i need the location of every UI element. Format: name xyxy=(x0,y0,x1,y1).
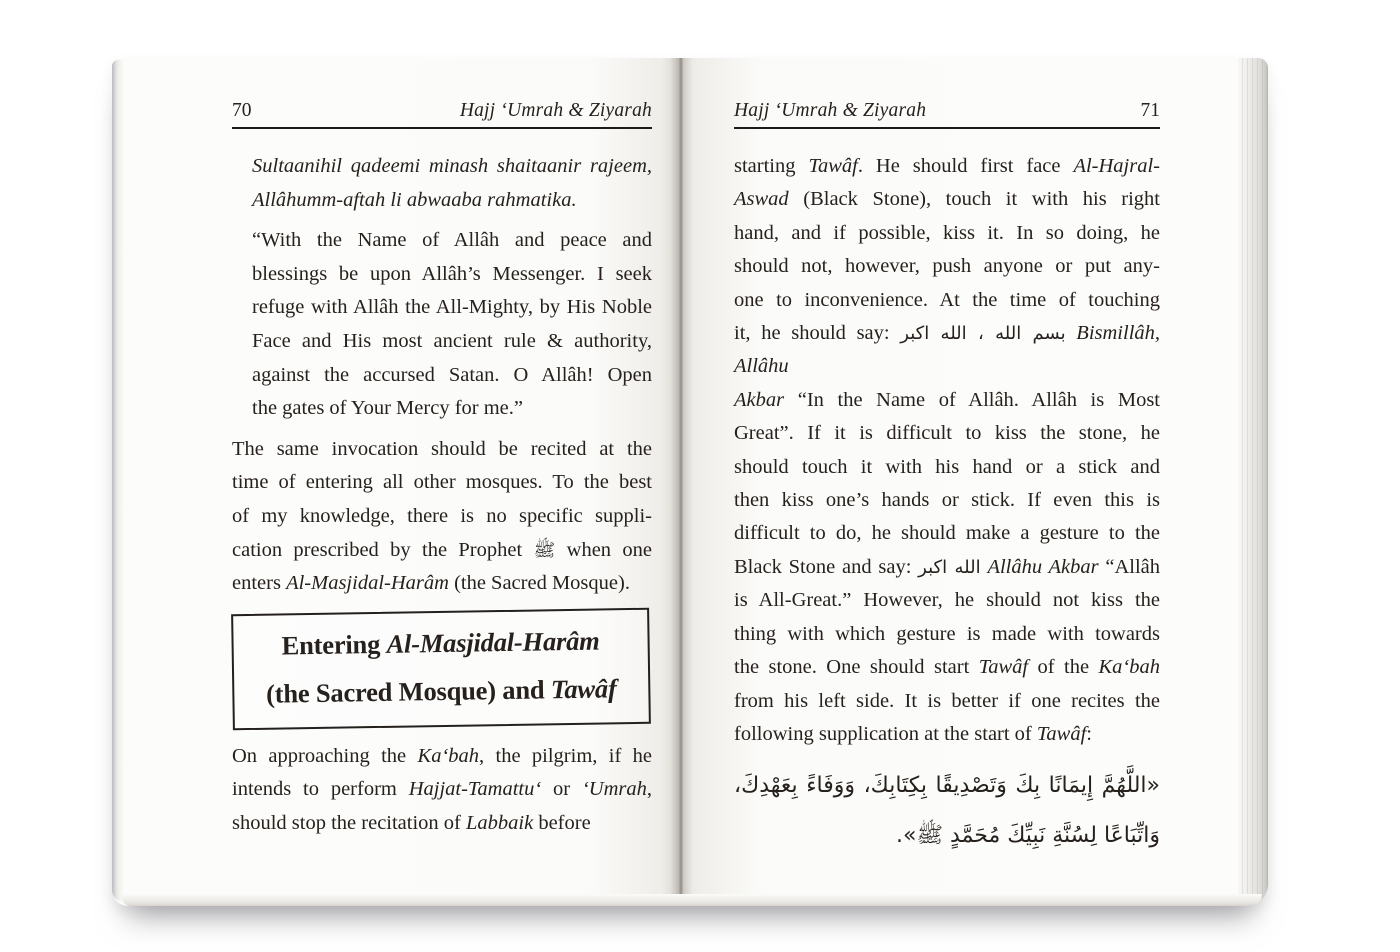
text-line: Great”. If it is difficult to kiss the stone, he xyxy=(734,422,1160,445)
arabic-supplication xyxy=(734,760,1160,860)
text-line: Face and His most ancient rule & authority, xyxy=(252,329,652,352)
text-line: starting Tawâf. He should first face Al-Hajral- xyxy=(734,155,1160,177)
left-page-header xyxy=(232,100,652,122)
text-line: time of entering all other mosques. To the best xyxy=(232,471,652,494)
text-line: the gates of Your Mercy for me.” xyxy=(252,397,523,420)
left-page xyxy=(124,58,678,906)
text-line: cation prescribed by the Prophet ﷺ when one xyxy=(232,538,652,561)
right-running-head: Hajj ‘Umrah & Ziyarah xyxy=(734,100,927,121)
text-line: «اللَّهُمَّ إِيمَانًا بِكَ وَتَصْدِيقًا بِكِتَابِكَ، وَوَفَاءً بِعَهْدِكَ، xyxy=(734,773,1160,799)
left-page-content xyxy=(232,150,652,841)
paragraph xyxy=(252,224,652,426)
text-line: should touch it with his hand or a stick and xyxy=(734,455,1160,478)
text-line: from his left side. It is better if one recites the xyxy=(734,689,1160,712)
text-line: one to inconvenience. At the time of touching xyxy=(734,288,1160,311)
text-line: then kiss one’s hands or stick. If even this is xyxy=(734,489,1160,512)
text-line: thing with which gesture is made with towards xyxy=(734,622,1160,645)
text-line: hand, and if possible, kiss it. In so doing, he xyxy=(734,221,1160,244)
right-page xyxy=(678,58,1240,906)
section-heading-box xyxy=(231,607,651,730)
text-line: it, he should say: بسم الله ، الله اكبر Bismillâh, Allâhu xyxy=(734,322,1161,378)
text-line: Sultaanihil qadeemi minash shaitaanir rajeem, xyxy=(252,155,652,177)
paragraph xyxy=(734,150,1160,751)
text-line: intends to perform Hajjat-Tamattu‘ or ‘Umrah, xyxy=(232,778,652,801)
text-line: وَاتِّبَاعًا لِسُنَّةِ نَبِيِّكَ مُحَمَّدٍ ﷺ». xyxy=(896,823,1160,849)
text-line: Akbar “In the Name of Allâh. Allâh is Most xyxy=(734,388,1160,411)
text-line: of my knowledge, there is no specific suppli- xyxy=(232,504,652,527)
paragraph xyxy=(252,150,652,217)
left-header-rule xyxy=(232,127,652,129)
paragraph xyxy=(232,433,652,601)
text-line: enters Al-Masjidal-Harâm (the Sacred Mosque). xyxy=(232,572,630,595)
text-line: following supplication at the start of Tawâf: xyxy=(734,722,1092,745)
text-line: Allâhumm-aftah li abwaaba rahmatika. xyxy=(252,188,577,211)
open-book xyxy=(112,58,1268,906)
text-line: should stop the recitation of Labbaik before xyxy=(232,811,591,834)
left-page-number: 70 xyxy=(232,100,252,121)
text-line: Entering Al-Masjidal-Harâm xyxy=(281,625,600,661)
text-line: The same invocation should be recited at the xyxy=(232,437,652,460)
text-line: “With the Name of Allâh and peace and xyxy=(252,229,652,252)
text-line: (the Sacred Mosque) and Tawâf xyxy=(265,672,617,709)
text-line: is All-Great.” However, he should not kiss the xyxy=(734,589,1160,612)
text-line: On approaching the Ka‘bah, the pilgrim, if he xyxy=(232,744,652,767)
text-line: blessings be upon Allâh’s Messenger. I seek xyxy=(252,262,652,285)
text-line: difficult to do, he should make a gesture to the xyxy=(734,522,1160,545)
book-fore-edge-pages xyxy=(1238,58,1268,906)
text-line: refuge with Allâh the All-Mighty, by His Noble xyxy=(252,296,652,319)
right-page-number: 71 xyxy=(1140,100,1160,121)
text-line: against the accursed Satan. O Allâh! Open xyxy=(252,363,652,386)
text-line: the stone. One should start Tawâf of the Ka‘bah xyxy=(734,656,1160,679)
text-line: Black Stone and say: الله اكبر Allâhu Akbar “Allâh xyxy=(734,555,1160,578)
paragraph xyxy=(232,740,652,841)
book-left-cover-edge xyxy=(112,60,124,902)
text-line: Aswad (Black Stone), touch it with his right xyxy=(734,188,1160,211)
text-line: should not, however, push anyone or put any- xyxy=(734,255,1160,278)
right-page-header xyxy=(734,100,1160,122)
right-page-content xyxy=(734,150,1160,860)
left-running-head: Hajj ‘Umrah & Ziyarah xyxy=(459,100,652,121)
right-header-rule xyxy=(734,127,1160,129)
